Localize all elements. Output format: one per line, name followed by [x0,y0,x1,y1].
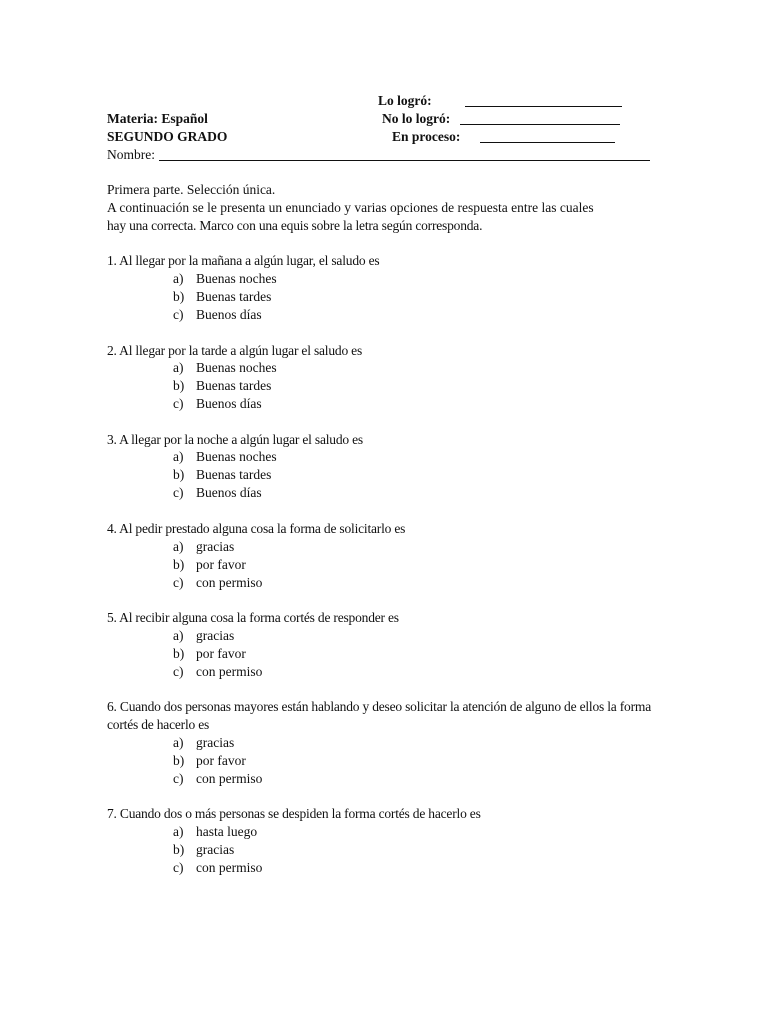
option-letter[interactable]: b) [173,557,185,572]
question-1-options [173,270,277,324]
option-letter[interactable]: b) [173,289,185,304]
question-6: 6. Cuando dos personas mayores están hablando y deseo solicitar la atención de alguno de ellos la forma cortés de hacerlo es [107,699,651,732]
option-b[interactable] [173,841,262,859]
option-text: Buenas noches [196,360,277,375]
option-text: Buenas noches [196,271,277,286]
option-a[interactable] [173,823,262,841]
option-c[interactable] [173,306,277,324]
option-letter[interactable]: b) [173,842,185,857]
lo-logro-blank[interactable] [465,106,622,107]
question-4-options [173,538,262,592]
option-c[interactable] [173,859,262,877]
option-b[interactable] [173,752,262,770]
option-letter[interactable]: a) [173,628,184,643]
lo-logro-label: Lo logró: [378,93,432,108]
option-letter[interactable]: c) [173,575,184,590]
question-6-options [173,734,262,788]
option-text: con permiso [196,860,263,875]
option-text: gracias [196,735,235,750]
option-a[interactable] [173,538,262,556]
option-text: gracias [196,539,235,554]
option-text: gracias [196,628,235,643]
option-text: con permiso [196,664,263,679]
option-letter[interactable]: a) [173,449,184,464]
option-letter[interactable]: c) [173,664,184,679]
option-letter[interactable]: b) [173,646,185,661]
option-letter[interactable]: c) [173,396,184,411]
option-letter[interactable]: c) [173,485,184,500]
question-2: 2. Al llegar por la tarde a algún lugar el saludo es [107,343,363,358]
option-letter[interactable]: c) [173,860,184,875]
en-proceso-label: En proceso: [392,129,461,144]
option-a[interactable] [173,359,277,377]
option-b[interactable] [173,466,277,484]
option-c[interactable] [173,770,262,788]
materia-label: Materia: Español [107,111,208,126]
option-text: Buenas tardes [196,378,272,393]
option-b[interactable] [173,645,262,663]
option-c[interactable] [173,574,262,592]
option-letter[interactable]: c) [173,307,184,322]
no-lo-logro-label: No lo logró: [382,111,451,126]
option-c[interactable] [173,395,277,413]
option-c[interactable] [173,663,262,681]
question-5: 5. Al recibir alguna cosa la forma cortés de responder es [107,610,399,625]
question-1: 1. Al llegar por la mañana a algún lugar, el saludo es [107,253,380,268]
option-letter[interactable]: a) [173,824,184,839]
question-7: 7. Cuando dos o más personas se despiden la forma cortés de hacerlo es [107,806,481,821]
option-b[interactable] [173,377,277,395]
option-b[interactable] [173,556,262,574]
option-letter[interactable]: a) [173,360,184,375]
option-text: Buenos días [196,396,262,411]
option-a[interactable] [173,270,277,288]
option-letter[interactable]: a) [173,271,184,286]
option-letter[interactable]: a) [173,539,184,554]
nombre-label: Nombre: [107,147,155,162]
en-proceso-blank[interactable] [480,142,615,143]
option-letter[interactable]: b) [173,378,185,393]
option-text: por favor [196,557,246,572]
option-letter[interactable]: b) [173,467,185,482]
question-7-options [173,823,262,877]
option-a[interactable] [173,448,277,466]
option-text: Buenos días [196,307,262,322]
instructions-line-2: hay una correcta. Marco con una equis sobre la letra según corresponda. [107,218,483,233]
part-title: Primera parte. Selección única. [107,182,276,197]
option-text: Buenos días [196,485,262,500]
question-3-options [173,448,277,502]
option-letter[interactable]: b) [173,753,185,768]
nombre-blank[interactable] [159,160,650,161]
instructions-line-1: A continuación se le presenta un enunciado y varias opciones de respuesta entre las cuales [107,200,594,215]
grado-label: SEGUNDO GRADO [107,129,228,144]
option-a[interactable] [173,734,262,752]
option-text: Buenas noches [196,449,277,464]
option-text: por favor [196,753,246,768]
option-text: con permiso [196,771,263,786]
option-text: Buenas tardes [196,467,272,482]
question-2-options [173,359,277,413]
option-text: con permiso [196,575,263,590]
option-a[interactable] [173,627,262,645]
option-b[interactable] [173,288,277,306]
no-lo-logro-blank[interactable] [460,124,620,125]
option-text: hasta luego [196,824,258,839]
option-letter[interactable]: c) [173,771,184,786]
option-text: por favor [196,646,246,661]
question-4: 4. Al pedir prestado alguna cosa la forma de solicitarlo es [107,521,406,536]
question-3: 3. A llegar por la noche a algún lugar el saludo es [107,432,363,447]
option-letter[interactable]: a) [173,735,184,750]
question-5-options [173,627,262,681]
option-text: Buenas tardes [196,289,272,304]
option-c[interactable] [173,484,277,502]
option-text: gracias [196,842,235,857]
